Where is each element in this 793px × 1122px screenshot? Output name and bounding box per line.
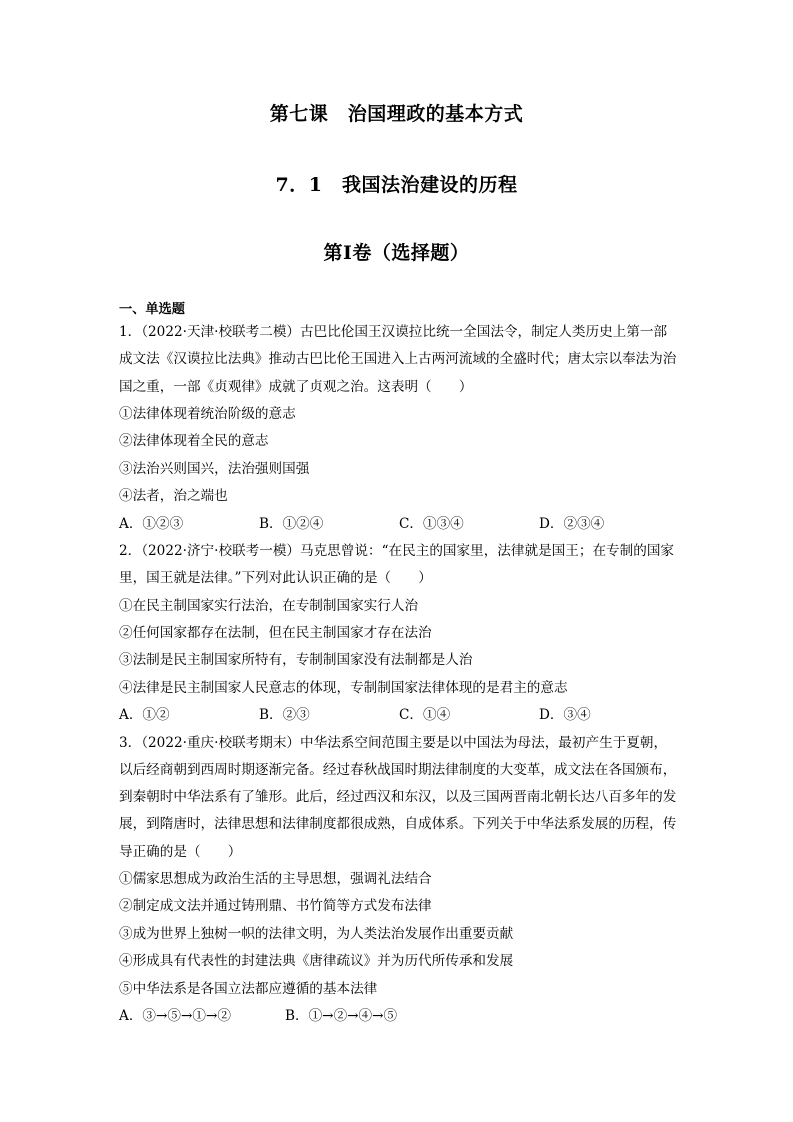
statement-option: ③法治兴则国兴，法治强则国强 xyxy=(119,460,310,477)
lesson-title: 第七课 治国理政的基本方式 xyxy=(269,103,524,125)
statement-option: ①在民主制国家实行法治，在专制制国家实行人治 xyxy=(119,597,419,614)
question-stem: 2．（2022·济宁·校联考一模）马克思曾说：“在民主的国家里，法律就是国王；在专制的国家里，国王就是法律。”下列对此认识正确的是（ ） xyxy=(119,542,675,587)
choice-c[interactable]: C．①③④ xyxy=(399,515,464,532)
statement-option: ①法律体现着统治阶级的意志 xyxy=(119,405,296,422)
statement-option: ③成为世界上独树一帜的法律文明，为人类法治发展作出重要贡献 xyxy=(119,925,514,942)
question-2 xyxy=(119,538,679,730)
answer-choices xyxy=(119,1003,679,1030)
question-stem: 1．（2022·天津·校联考二模）古巴比伦国王汉谟拉比统一全国法令，制定人类历史上第一部成文法《汉谟拉比法典》推动古巴比伦王国进入上古两河流域的全盛时代；唐太宗以奉法为治国之重，一部《贞观律》成就了贞观之治。这表明（ ） xyxy=(119,324,677,395)
choice-b[interactable]: B．①→②→④→⑤ xyxy=(285,1008,398,1025)
choice-a[interactable]: A．③→⑤→①→② xyxy=(119,1008,231,1025)
question-1 xyxy=(119,319,679,538)
section-title: 7．1 我国法治建设的历程 xyxy=(275,174,518,196)
choice-a[interactable]: A．①②③ xyxy=(119,515,184,532)
question-3 xyxy=(119,730,679,1031)
choice-b[interactable]: B．①②④ xyxy=(259,515,324,532)
volume-title: 第Ⅰ卷（选择题） xyxy=(323,242,470,264)
statement-option: ③法制是民主制国家所特有，专制制国家没有法制都是人治 xyxy=(119,652,473,669)
choice-a[interactable]: A．①② xyxy=(119,707,170,724)
question-stem: 3．（2022·重庆·校联考期末）中华法系空间范围主要是以中国法为母法，最初产生于夏朝，以后经商朝到西周时期逐渐完备。经过春秋战国时期法律制度的大变革，成文法在各国颁布，到秦朝时中华法系有了雏形。此后，经过西汉和东汉，以及三国两晋南北朝长达八百多年的发展，到隋唐时，法律思想和法律制度都很成熟，自成体系。下列关于中华法系发展的历程，传导正确的是（ ） xyxy=(119,734,677,860)
statement-option: ①儒家思想成为政治生活的主导思想，强调礼法结合 xyxy=(119,871,432,888)
question-list xyxy=(119,302,679,1030)
choice-d[interactable]: D．②③④ xyxy=(539,515,605,532)
choice-c[interactable]: C．①④ xyxy=(399,707,451,724)
statement-option: ②任何国家都存在法制，但在民主制国家才存在法治 xyxy=(119,624,432,641)
statement-option: ②法律体现着全民的意志 xyxy=(119,433,269,450)
statement-option: ②制定成文法并通过铸刑鼎、书竹简等方式发布法律 xyxy=(119,898,432,915)
choice-d[interactable]: D．③④ xyxy=(539,707,591,724)
statement-option: ⑤中华法系是各国立法都应遵循的基本法律 xyxy=(119,980,378,997)
statement-option: ④法律是民主制国家人民意志的体现，专制制国家法律体现的是君主的意志 xyxy=(119,679,568,696)
statement-option: ④法者，治之端也 xyxy=(119,488,228,505)
statement-option: ④形成具有代表性的封建法典《唐律疏议》并为历代所传承和发展 xyxy=(119,953,514,970)
part-heading: 一、单选题 xyxy=(119,302,185,317)
answer-choices xyxy=(119,702,679,729)
choice-b[interactable]: B．②③ xyxy=(259,707,310,724)
answer-choices xyxy=(119,511,679,538)
